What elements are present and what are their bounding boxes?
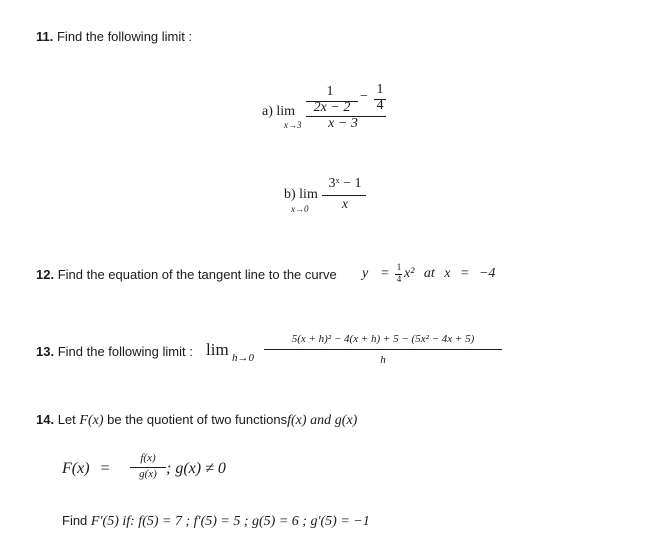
problem-12-coef-num: 1 [396,262,402,272]
problem-11a-inner-den: 2x − 2 [313,100,351,115]
problem-14-and: and [310,413,332,428]
problem-14-find-label: Find [62,513,88,528]
problem-14-def-num: f(x) [140,452,156,464]
problem-14-text-before: Let [57,412,76,427]
problem-14-def-cond: ; g(x) ≠ 0 [166,460,226,477]
problem-11b-fraction-bar [322,195,366,196]
problem-13-lim-sub: h→0 [232,352,254,364]
problem-13-denominator: h [380,354,386,366]
problem-13-fraction-bar [264,349,502,350]
problem-14-g: g(x) [334,413,358,428]
problem-12-equals: = [381,266,389,281]
problem-12-lhs: y [362,266,369,281]
problem-13-lim: lim [206,340,229,359]
problem-11-text: Find the following limit : [56,29,193,44]
problem-11a-lim-label: a) lim [262,104,296,119]
problem-13-numerator: 5(x + h)² − 4(x + h) + 5 − (5x² − 4x + 5) [291,333,475,345]
problem-11b-lim-sub: x→0 [291,204,309,214]
problem-14-def-lhs: F(x) = [62,460,111,477]
problem-11a-inner-num: 1 [326,84,334,99]
problem-11a-lim-sub: x→3 [284,120,302,130]
problem-14-find [62,513,370,530]
problem-11a-quarter-den: 4 [376,98,384,113]
problem-13-heading [36,344,193,359]
problem-12-coef-den: 4 [396,274,402,284]
problem-14-find-expr: F′(5) if: f(5) = 7 ; f′(5) = 5 ; g(5) = 6 ; g′(5) = −1 [90,514,370,529]
problem-12-heading [36,267,337,282]
problem-14-text-mid: be the quotient of two functions [107,412,288,427]
problem-11a-minus: − [360,89,368,104]
problem-12-number: 12. [36,267,55,282]
problem-14-number: 14. [36,412,55,427]
problem-12-rhs: x² at x = −4 [404,266,496,281]
problem-13-number: 13. [36,344,55,359]
problem-11a-quarter-num: 1 [376,82,384,97]
problem-14-f: f(x) [287,413,307,428]
problem-11-heading [36,29,192,44]
problem-11b-numerator: 3ˣ − 1 [328,176,362,191]
problem-11a-denominator: x − 3 [328,116,358,131]
problem-14-def-den: g(x) [139,468,157,480]
problem-11-number: 11. [36,29,54,44]
problem-12-text: Find the equation of the tangent line to the curve [57,267,337,282]
problem-14-F: F(x) [79,413,104,428]
problem-14-heading [36,412,357,429]
problem-13-text: Find the following limit : [57,344,193,359]
problem-11b-lim-label: b) lim [284,187,318,202]
problem-11b-denominator: x [341,197,349,212]
